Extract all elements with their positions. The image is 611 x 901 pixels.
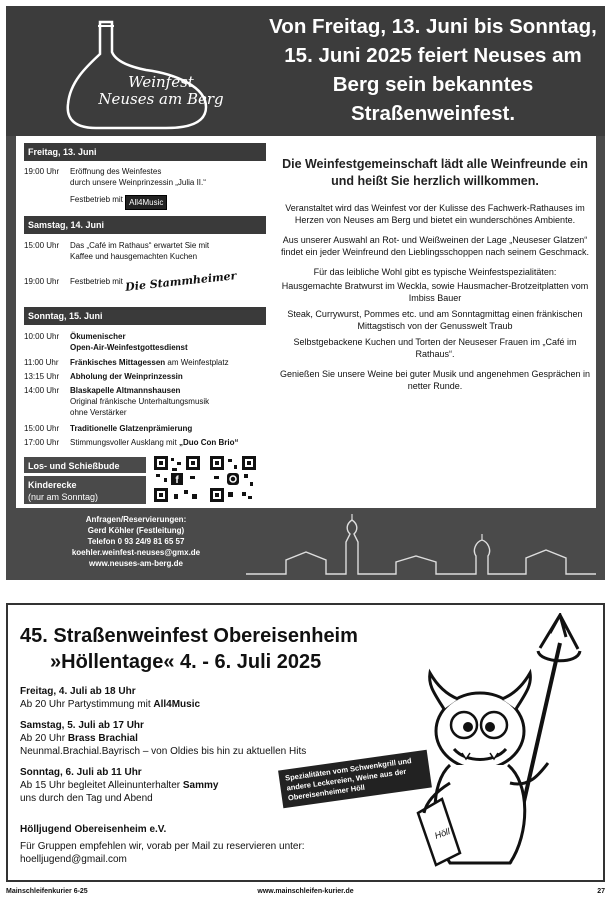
event-line: Ab 15 Uhr begleitet Alleinunterhalter [20,780,181,791]
ad2-event-saturday [20,719,400,758]
welcome-paragraph: Steak, Currywurst, Pommes etc. und am Sonntagmittag einen fränkischen Mittagstisch von der Genusswelt Traub [287,309,583,331]
welcome-paragraph: Aus unserer Auswahl an Rot- und Weißweinen der Lage „Neuseser Glatzen“ findet ein jeder Weinfreund den Lieblingsschoppen nach seinem Geschmack. [280,235,590,257]
page-number: 27 [597,888,605,895]
svg-text:f: f [175,475,179,486]
ad2-title-line-2: »Höllentage« 4. - 6. Juli 2025 [50,651,322,673]
welcome-text [276,156,594,400]
event-line: Festbetrieb mit [70,277,123,286]
ad2-title-line-1: 45. Straßenweinfest Obereisenheim [20,625,358,647]
event-friday-1900 [24,166,266,206]
village-skyline-illustration [246,512,596,576]
welcome-paragraph: Genießen Sie unsere Weine bei guter Musik und angenehmen Gesprächen in netter Runde. [279,369,591,391]
event-time: 19:00 Uhr [24,167,60,176]
event-line: Original fränkische Unterhaltungsmusik [70,397,210,406]
logo-text [86,74,236,108]
event-desc [70,371,266,382]
event-time: 15:00 Uhr [24,424,60,433]
event-line: Open-Air-Weinfestgottesdienst [70,343,188,352]
event-line: Ab 20 Uhr Partystimmung mit [20,699,151,710]
event-line: Blaskapelle Altmannshausen [70,386,181,395]
ad-headline: Von Freitag, 13. Juni bis Sonntag, 15. Juni 2025 feiert Neuses am Berg sein bekanntes Straßenweinfest. [269,15,597,125]
logo-line-2: Neuses am Berg [98,90,224,108]
day-header-sunday: Sonntag, 15. Juni [24,307,266,325]
event-line: uns durch den Tag und Abend [20,793,153,804]
event-desc [70,385,266,418]
welcome-paragraph: Veranstaltet wird das Weinfest vor der Kulisse des Fachwerk-Rathauses im Herzen von Neuses am Berg und bietet ein wunderschönes Ambiente. [285,203,585,225]
contact-phone: Telefon 0 93 24/9 81 65 57 [87,537,185,546]
event-head: Sonntag, 6. Juli ab 11 Uhr [20,767,142,778]
event-line: Eröffnung des Weinfestes [70,167,162,176]
event-time: 10:00 Uhr [24,332,60,341]
ad2-event-friday [20,685,400,711]
event-saturday-1500 [24,240,266,264]
box-label: Los- und Schießbude [28,461,120,471]
day-header-friday: Freitag, 13. Juni [24,143,266,161]
event-line: Ökumenischer [70,332,126,341]
contact-website[interactable]: www.neuses-am-berg.de [89,559,183,568]
box-sublabel: (nur am Sonntag) [28,492,99,502]
kinderecke-box [24,476,146,504]
event-line: Das „Café im Rathaus“ erwartet Sie mit [70,241,210,250]
contact-line: Anfragen/Reservierungen: [85,515,187,524]
ad-body [16,136,596,508]
event-time: 19:00 Uhr [24,277,60,286]
event-line: Stimmungsvoller Ausklang mit [70,438,177,447]
day-header-saturday: Samstag, 14. Juni [24,216,266,234]
organizer-email[interactable]: hoelljugend@gmail.com [20,854,127,865]
footer-publication: Mainschleifenkurier 6-25 [6,888,88,895]
event-head: Freitag, 4. Juli ab 18 Uhr [20,686,136,697]
event-line: Festbetrieb mit [70,195,123,204]
event-time: 17:00 Uhr [24,438,60,447]
event-desc [70,423,266,434]
organizer-line: Für Gruppen empfehlen wir, vorab per Mail zu reservieren unter: [20,841,305,852]
box-label: Kinderecke [28,480,77,490]
page-footer [6,886,605,898]
bottle-label: Höll [433,826,452,841]
weinfest-ad [6,6,605,580]
event-desc [70,269,266,295]
hoellentage-ad [6,603,605,882]
welcome-paragraph: Hausgemachte Bratwurst im Weckla, sowie Hausmacher-Brotzeitplatten vom Imbiss Bauer [281,281,589,303]
event-time: 11:00 Uhr [24,358,59,367]
event-desc [70,437,266,448]
event-desc [70,357,266,368]
devil-mascot-illustration [390,613,600,875]
event-band: Brass Brachial [67,733,138,744]
event-time: 15:00 Uhr [24,241,60,250]
contact-block [36,514,236,569]
all4music-logo: All4Music [125,195,167,210]
organizer-name: Hölljugend Obereisenheim e.V. [20,824,167,835]
logo-line-1: Weinfest [128,73,194,91]
ad-header [6,6,605,136]
event-band: All4Music [153,699,201,710]
instagram-qr-code[interactable] [210,456,256,502]
event-line: Ab 20 Uhr [20,733,66,744]
event-line: am Weinfestplatz [167,358,229,367]
event-desc [70,166,266,210]
welcome-paragraph: Für das leibliche Wohl gibt es typische Weinfestspezialitäten: [313,267,557,277]
event-line: Neunmal.Brachial.Bayrisch – von Oldies bis hin zu aktuellen Hits [20,746,307,757]
specialties-banner: Spezialitäten vom Schwenkgrill und andere Leckereien, Weine aus der Obereisenheimer Höll [278,750,432,809]
event-sunday-1000 [24,331,266,353]
event-desc [70,240,266,262]
welcome-paragraph: Selbstgebackene Kuchen und Torten der Neuseser Frauen im „Café im Rathaus“. [293,337,577,359]
event-line: „Duo Con Brio“ [178,438,239,447]
event-line: ohne Verstärker [70,408,127,417]
ad2-organizer [20,823,400,866]
welcome-heading: Die Weinfestgemeinschaft lädt alle Weinfreunde ein und heißt Sie herzlich willkommen. [282,157,588,188]
event-line: Traditionelle Glatzenprämierung [70,424,193,433]
event-time: 13:15 Uhr [24,372,60,381]
event-line: Kaffee und hausgemachten Kuchen [70,252,198,261]
contact-email[interactable]: koehler.weinfest-neuses@gmx.de [71,548,201,557]
event-band: Sammy [182,780,219,791]
stammheimer-logo: Die Stammheimer [124,269,238,295]
ad2-title [20,623,358,675]
event-saturday-1900 [24,269,266,296]
event-line: durch unsere Weinprinzessin „Julia II.“ [70,178,206,187]
event-desc [70,331,266,353]
event-time: 14:00 Uhr [24,386,60,395]
event-head: Samstag, 5. Juli ab 17 Uhr [20,720,144,731]
los-schiessbude-box [24,457,146,473]
wine-bottle-icon [56,12,226,132]
event-sunday-1400 [24,385,266,419]
contact-line: Gerd Köhler (Festleitung) [87,526,185,535]
event-line: Fränkisches Mittagessen [70,358,166,367]
event-line: Abholung der Weinprinzessin [70,372,183,381]
facebook-qr-code[interactable] [154,456,200,502]
weinfest-logo [56,12,226,132]
footer-website[interactable]: www.mainschleifen-kurier.de [257,888,354,895]
